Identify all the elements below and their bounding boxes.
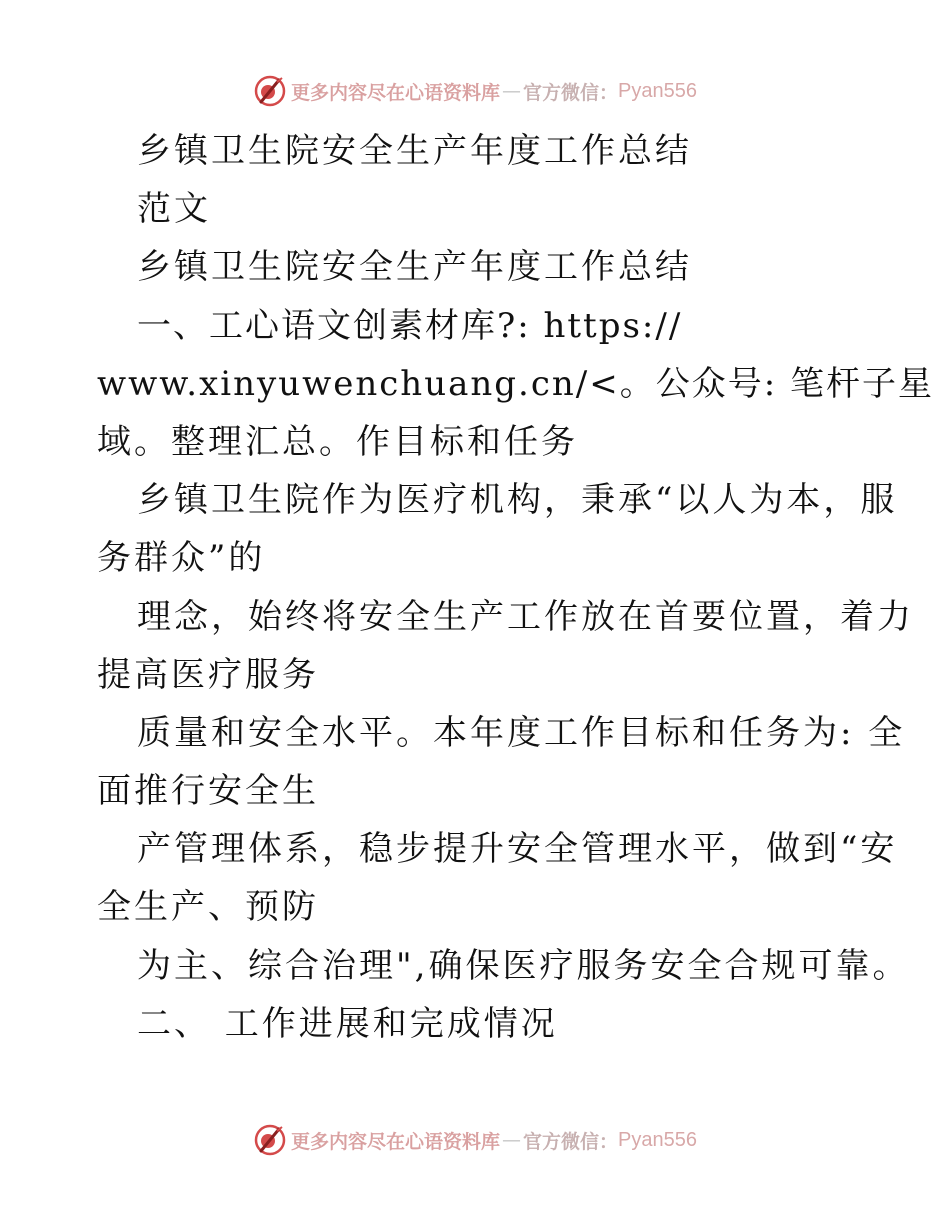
footer-watermark <box>0 1120 950 1160</box>
paragraph-line: 为主、综合治理",确保医疗服务安全合规可靠。 <box>137 945 910 986</box>
paragraph-line: 理念，始终将安全生产工作放在首要位置，着力 <box>137 596 914 637</box>
watermark-dash: — <box>502 1129 522 1151</box>
paragraph-line: www.xinyuwenchuang.cn/<。公众号: 笔杆子星 <box>97 363 934 404</box>
section-two-heading: 二、 工作进展和完成情况 <box>137 1003 558 1044</box>
paragraph-line: 质量和安全水平。本年度工作目标和任务为: 全 <box>137 712 906 753</box>
paragraph-line: 全生产、预防 <box>97 887 319 928</box>
watermark-id: Pyan556 <box>618 1128 697 1151</box>
doc-title-line-1: 乡镇卫生院安全生产年度工作总结 <box>137 131 692 171</box>
paragraph-line: 务群众”的 <box>97 538 266 579</box>
pen-logo-icon <box>253 74 287 108</box>
paragraph-line: 域。整理汇总。作目标和任务 <box>97 421 578 462</box>
watermark-label: 官方微信： <box>523 81 619 104</box>
paragraph-line: 提高医疗服务 <box>97 654 319 695</box>
watermark-id: Pyan556 <box>618 79 697 102</box>
paragraph-line: 乡镇卫生院作为医疗机构，秉承“以人为本，服 <box>137 480 898 521</box>
section-one-heading: 一、工心语文创素材库?: https:// <box>137 305 683 346</box>
doc-heading: 乡镇卫生院安全生产年度工作总结 <box>137 247 692 288</box>
watermark-label: 官方微信： <box>523 1130 619 1153</box>
watermark-main-text: 更多内容尽在心语资料库 <box>291 1130 501 1153</box>
document-body <box>97 122 934 1053</box>
paragraph-line: 产管理体系，稳步提升安全管理水平，做到“安 <box>137 829 898 870</box>
doc-title-line-2: 范文 <box>137 189 211 230</box>
watermark-dash: — <box>502 80 522 102</box>
header-watermark <box>0 71 950 111</box>
paragraph-line: 面推行安全生 <box>97 771 319 812</box>
pen-logo-icon <box>253 1123 287 1157</box>
watermark-main-text: 更多内容尽在心语资料库 <box>291 81 501 104</box>
